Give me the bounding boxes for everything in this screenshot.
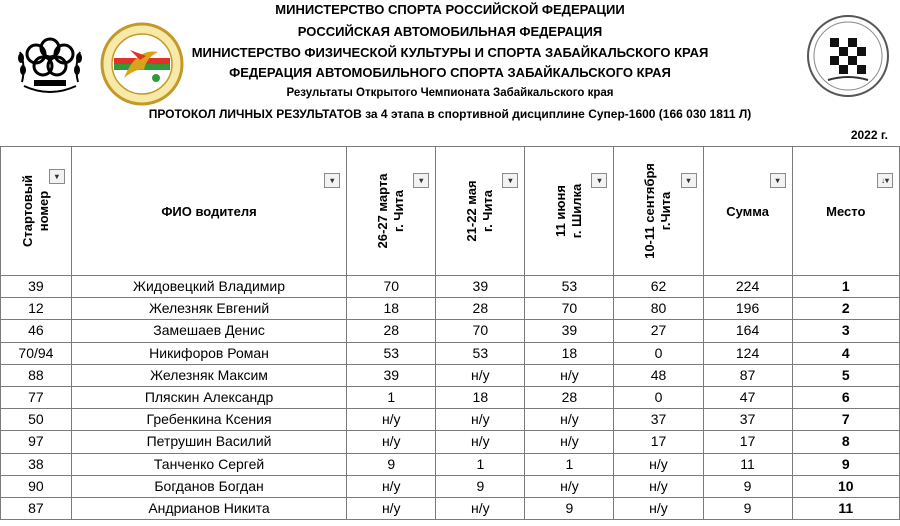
auto-federation-logo — [806, 14, 890, 98]
place-cell: 3 — [792, 320, 899, 342]
header-line-championship: Результаты Открытого Чемпионата Забайкальского края — [286, 87, 614, 99]
filter-sum-dropdown-icon[interactable]: ▾ — [770, 173, 786, 188]
start-number-cell: 70/94 — [1, 342, 72, 364]
driver-name-cell: Жидовецкий Владимир — [71, 276, 346, 298]
place-cell: 10 — [792, 475, 899, 497]
start-number-cell: 97 — [1, 431, 72, 453]
place-cell: 9 — [792, 453, 899, 475]
place-cell: 6 — [792, 386, 899, 408]
column-start-number-label — [20, 175, 52, 247]
driver-name-cell: Железняк Максим — [71, 364, 346, 386]
round-2-points-cell: н/у — [436, 364, 525, 386]
table-row — [1, 298, 900, 320]
filter-round-2-dropdown-icon[interactable]: ▾ — [502, 173, 518, 188]
driver-name-cell: Андрианов Никита — [71, 497, 346, 519]
round-4-points-cell: н/у — [614, 497, 703, 519]
place-cell: 2 — [792, 298, 899, 320]
header-line-ministry: МИНИСТЕРСТВО СПОРТА РОССИЙСКОЙ ФЕДЕРАЦИИ — [275, 2, 625, 17]
round-3-city: г. Шилка — [569, 183, 585, 239]
document-header — [0, 0, 900, 142]
header-line-regional-federation: ФЕДЕРАЦИЯ АВТОМОБИЛЬНОГО СПОРТА ЗАБАЙКАЛЬСКОГО КРАЯ — [229, 65, 671, 80]
sum-cell: 11 — [703, 453, 792, 475]
round-4-points-cell: 0 — [614, 342, 703, 364]
round-3-points-cell: 9 — [525, 497, 614, 519]
round-1-points-cell: 9 — [347, 453, 436, 475]
start-number-cell: 90 — [1, 475, 72, 497]
round-4-city: г.Чита — [658, 191, 674, 231]
round-1-points-cell: н/у — [347, 409, 436, 431]
round-3-points-cell: 1 — [525, 453, 614, 475]
driver-name-cell: Богданов Богдан — [71, 475, 346, 497]
round-4-points-cell: 0 — [614, 386, 703, 408]
round-4-points-cell: 37 — [614, 409, 703, 431]
round-1-points-cell: 70 — [347, 276, 436, 298]
round-4-points-cell: н/у — [614, 453, 703, 475]
round-4-points-cell: н/у — [614, 475, 703, 497]
driver-name-cell: Пляскин Александр — [71, 386, 346, 408]
round-1-points-cell: н/у — [347, 497, 436, 519]
place-cell: 11 — [792, 497, 899, 519]
driver-name-cell: Петрушин Василий — [71, 431, 346, 453]
sum-cell: 124 — [703, 342, 792, 364]
column-sum — [703, 147, 792, 276]
round-3-points-cell: 18 — [525, 342, 614, 364]
filter-round-1-dropdown-icon[interactable]: ▾ — [413, 173, 429, 188]
table-row — [1, 431, 900, 453]
place-cell: 1 — [792, 276, 899, 298]
round-3-points-cell: н/у — [525, 431, 614, 453]
column-place-label: Место — [826, 203, 866, 219]
round-1-points-cell: 18 — [347, 298, 436, 320]
round-2-points-cell: 18 — [436, 386, 525, 408]
round-2-points-cell: 70 — [436, 320, 525, 342]
round-2-points-cell: н/у — [436, 409, 525, 431]
filter-round-4-dropdown-icon[interactable]: ▾ — [681, 173, 697, 188]
driver-name-cell: Замешаев Денис — [71, 320, 346, 342]
round-1-city: г. Чита — [391, 189, 407, 233]
filter-round-3-dropdown-icon[interactable]: ▾ — [591, 173, 607, 188]
start-number-cell: 87 — [1, 497, 72, 519]
round-1-date: 26-27 марта — [375, 173, 391, 249]
round-4-points-cell: 62 — [614, 276, 703, 298]
round-4-points-cell: 27 — [614, 320, 703, 342]
start-number-cell: 88 — [1, 364, 72, 386]
round-1-points-cell: н/у — [347, 475, 436, 497]
season-year: 2022 г. — [850, 128, 888, 142]
sum-cell: 47 — [703, 386, 792, 408]
round-1-points-cell: н/у — [347, 431, 436, 453]
sum-cell: 17 — [703, 431, 792, 453]
round-2-points-cell: 28 — [436, 298, 525, 320]
column-round-3-label — [553, 184, 585, 238]
column-round-4 — [614, 147, 703, 276]
column-round-1 — [347, 147, 436, 276]
round-2-city: г. Чита — [480, 189, 496, 233]
round-3-points-cell: 39 — [525, 320, 614, 342]
sum-cell: 87 — [703, 364, 792, 386]
column-driver-name-label: ФИО водителя — [161, 203, 257, 219]
table-row — [1, 386, 900, 408]
column-sum-label: Сумма — [726, 203, 769, 219]
column-place — [792, 147, 899, 276]
driver-name-cell: Танченко Сергей — [71, 453, 346, 475]
round-3-points-cell: 28 — [525, 386, 614, 408]
round-3-points-cell: н/у — [525, 475, 614, 497]
sum-cell: 37 — [703, 409, 792, 431]
filter-name-dropdown-icon[interactable]: ▾ — [324, 173, 340, 188]
round-2-points-cell: 39 — [436, 276, 525, 298]
start-number-cell: 39 — [1, 276, 72, 298]
table-row — [1, 320, 900, 342]
table-row — [1, 453, 900, 475]
filter-place-sorted-dropdown-icon[interactable]: ↓▾ — [877, 173, 893, 188]
start-number-cell: 38 — [1, 453, 72, 475]
start-label-line2: номер — [35, 190, 51, 232]
driver-name-cell: Никифоров Роман — [71, 342, 346, 364]
table-header-row — [1, 147, 900, 276]
protocol-title: ПРОТОКОЛ ЛИЧНЫХ РЕЗУЛЬТАТОВ за 4 этапа в спортивной дисциплине Супер-1600 (166 030 1811 Л) — [148, 107, 752, 121]
column-start-number — [1, 147, 72, 276]
start-number-cell: 77 — [1, 386, 72, 408]
column-round-2 — [436, 147, 525, 276]
round-3-date: 11 июня — [553, 185, 569, 237]
round-3-points-cell: 70 — [525, 298, 614, 320]
round-3-points-cell: н/у — [525, 364, 614, 386]
round-4-points-cell: 48 — [614, 364, 703, 386]
filter-start-dropdown-icon[interactable]: ▾ — [49, 169, 65, 184]
round-1-points-cell: 28 — [347, 320, 436, 342]
sum-cell: 164 — [703, 320, 792, 342]
place-cell: 4 — [792, 342, 899, 364]
round-3-points-cell: 53 — [525, 276, 614, 298]
start-number-cell: 12 — [1, 298, 72, 320]
column-round-4-label — [642, 163, 674, 259]
round-4-points-cell: 80 — [614, 298, 703, 320]
sum-cell: 196 — [703, 298, 792, 320]
driver-name-cell: Железняк Евгений — [71, 298, 346, 320]
header-line-federation: РОССИЙСКАЯ АВТОМОБИЛЬНАЯ ФЕДЕРАЦИЯ — [297, 24, 603, 39]
driver-name-cell: Гребенкина Ксения — [71, 409, 346, 431]
table-row — [1, 409, 900, 431]
round-3-points-cell: н/у — [525, 409, 614, 431]
column-driver-name — [71, 147, 346, 276]
results-body — [1, 276, 900, 520]
results-table — [0, 146, 900, 520]
round-2-points-cell: 1 — [436, 453, 525, 475]
round-4-points-cell: 17 — [614, 431, 703, 453]
column-round-2-label — [464, 180, 496, 241]
sum-cell: 224 — [703, 276, 792, 298]
place-cell: 8 — [792, 431, 899, 453]
place-cell: 7 — [792, 409, 899, 431]
header-line-regional-ministry: МИНИСТЕРСТВО ФИЗИЧЕСКОЙ КУЛЬТУРЫ И СПОРТА ЗАБАЙКАЛЬСКОГО КРАЯ — [191, 45, 709, 60]
round-1-points-cell: 1 — [347, 386, 436, 408]
table-row — [1, 276, 900, 298]
round-1-points-cell: 39 — [347, 364, 436, 386]
round-2-date: 21-22 мая — [464, 180, 480, 242]
column-round-3 — [525, 147, 614, 276]
round-4-date: 10-11 сентября — [642, 163, 658, 259]
round-2-points-cell: н/у — [436, 431, 525, 453]
round-2-points-cell: 9 — [436, 475, 525, 497]
sum-cell: 9 — [703, 475, 792, 497]
start-label-line1: Стартовый — [19, 175, 35, 247]
round-1-points-cell: 53 — [347, 342, 436, 364]
table-row — [1, 364, 900, 386]
table-row — [1, 497, 900, 519]
start-number-cell: 46 — [1, 320, 72, 342]
round-2-points-cell: н/у — [436, 497, 525, 519]
column-round-1-label — [375, 174, 407, 249]
start-number-cell: 50 — [1, 409, 72, 431]
sum-cell: 9 — [703, 497, 792, 519]
table-row — [1, 475, 900, 497]
table-row — [1, 342, 900, 364]
round-2-points-cell: 53 — [436, 342, 525, 364]
place-cell: 5 — [792, 364, 899, 386]
